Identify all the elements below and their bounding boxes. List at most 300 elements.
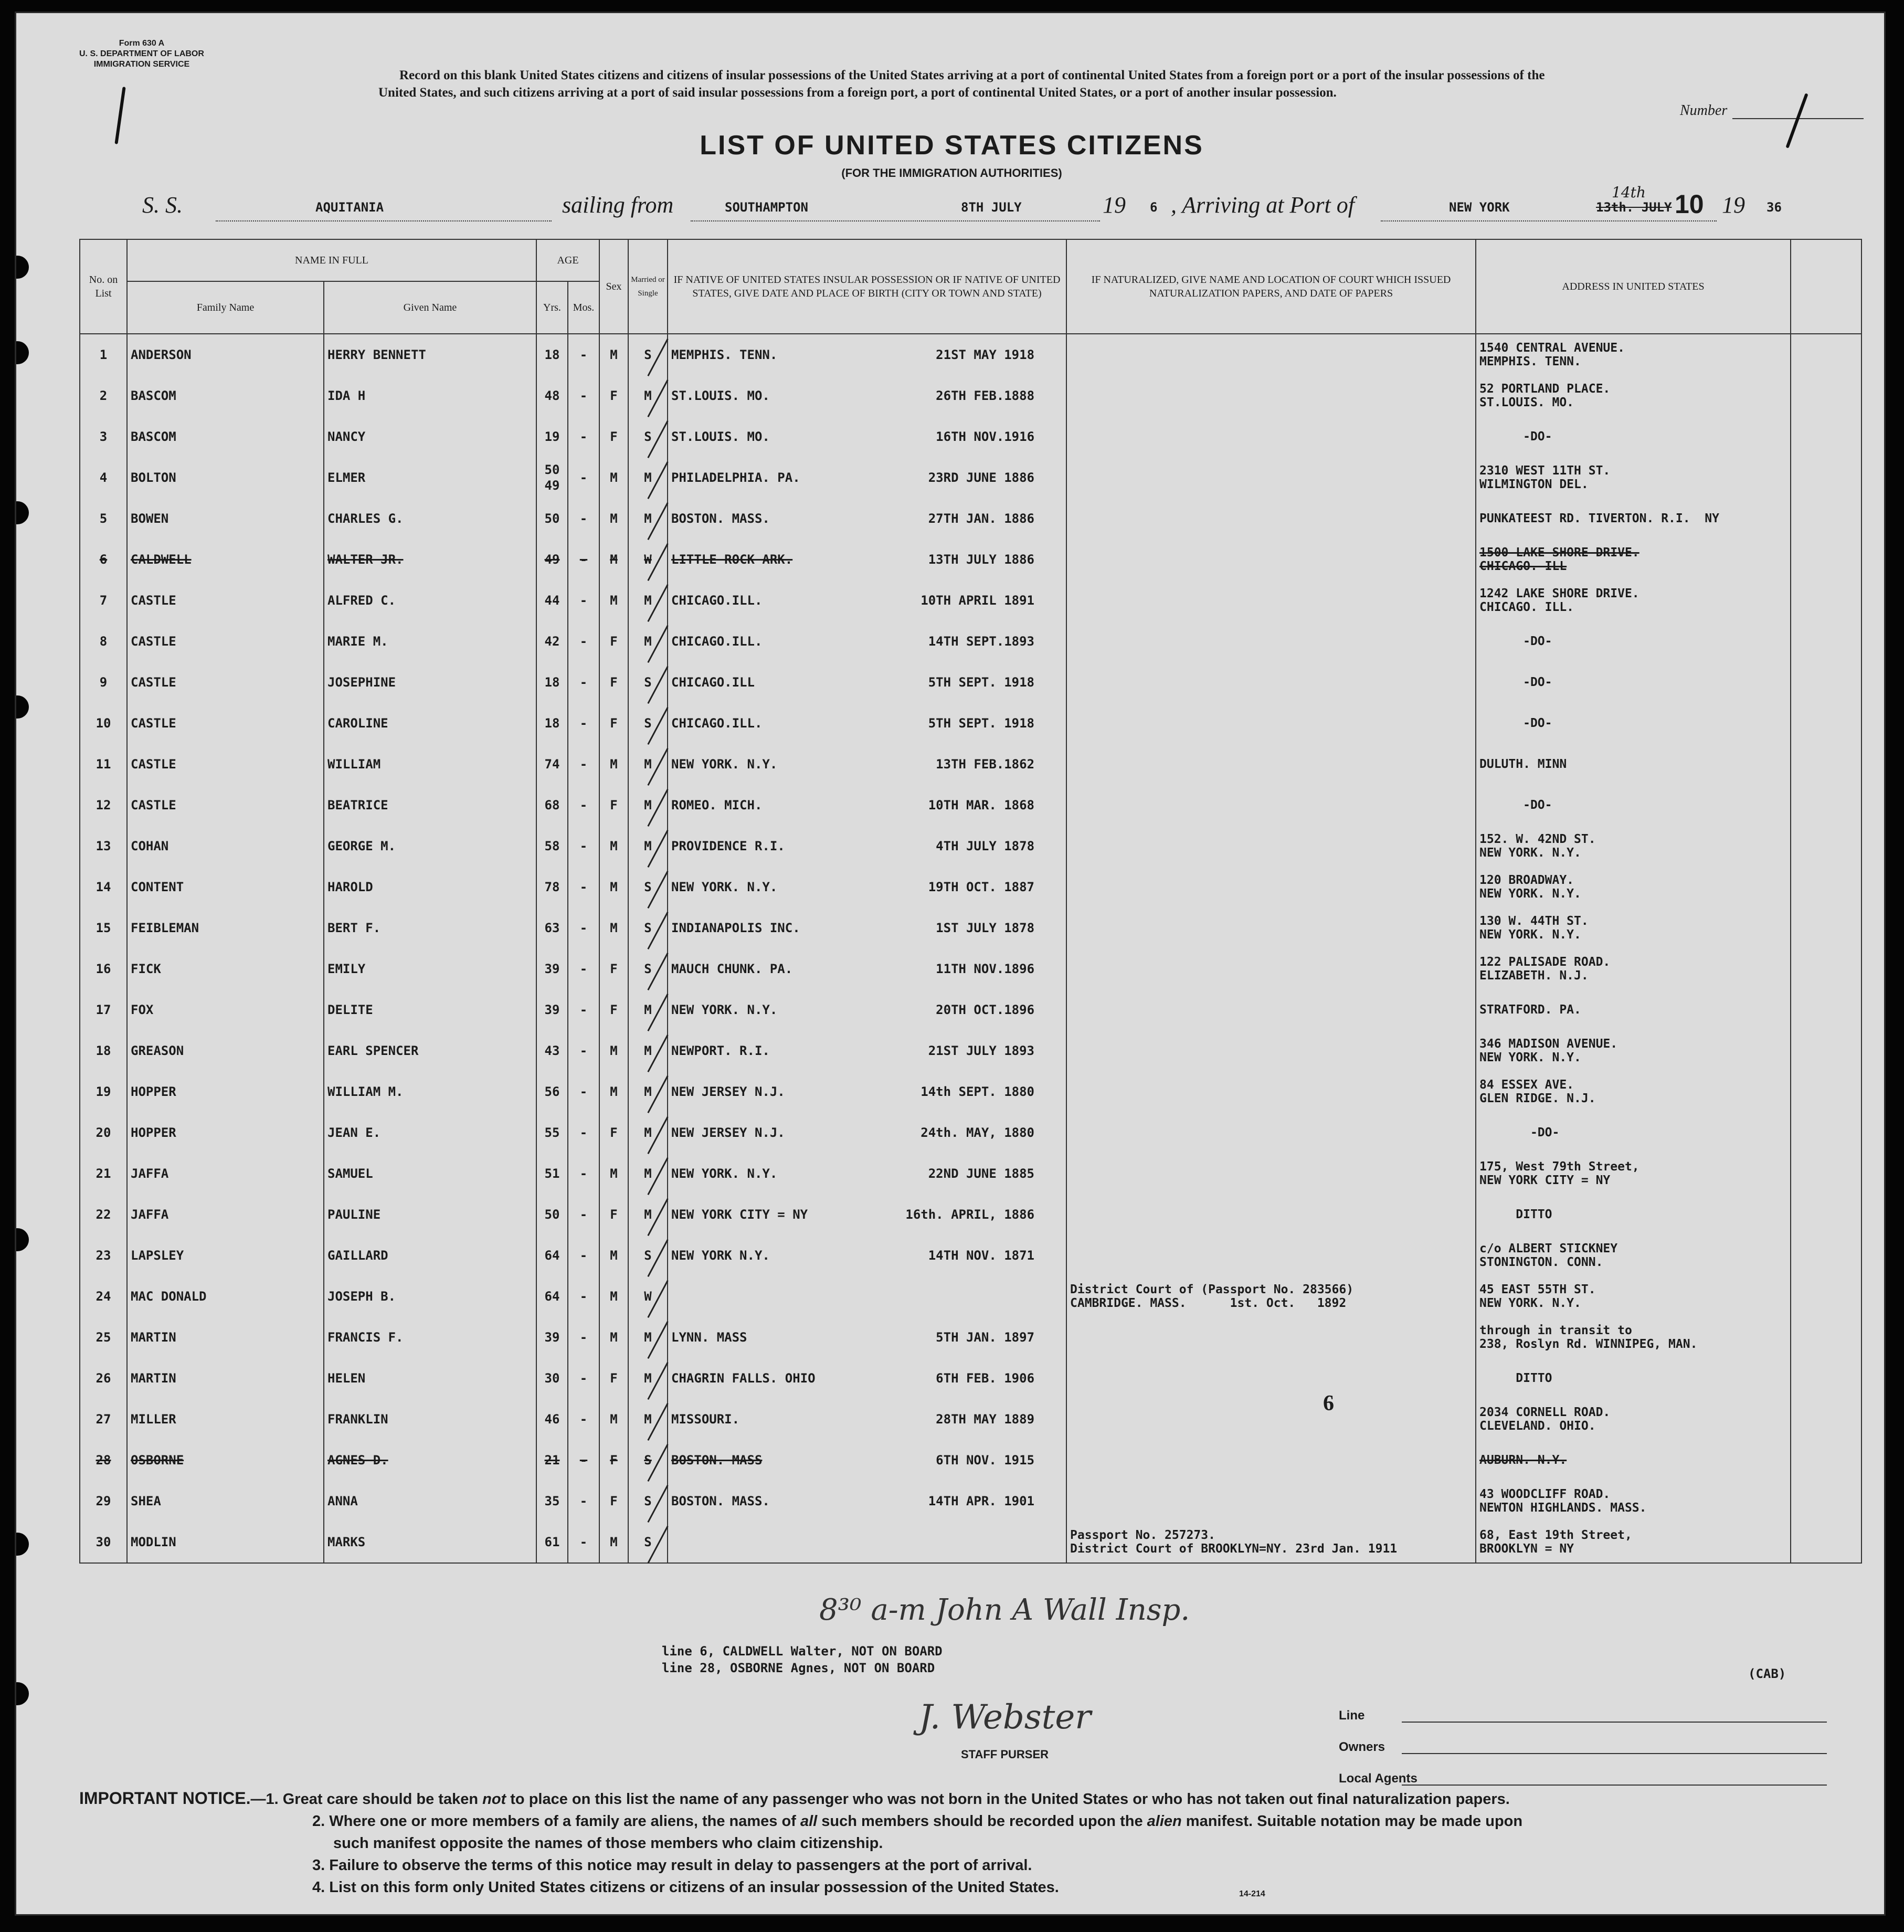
owners-field [1402, 1753, 1827, 1754]
blank-cell [1791, 1071, 1861, 1112]
sex: M [599, 1522, 628, 1563]
blank-cell [1791, 334, 1861, 375]
sex: F [599, 662, 628, 703]
address: PUNKATEEST RD. TIVERTON. R.I. NY [1476, 498, 1791, 539]
given-name: WILLIAM M. [324, 1071, 536, 1112]
birth-place: ROMEO. MICH. [671, 798, 763, 812]
birth-info [668, 1071, 1066, 1112]
age-months: - [568, 907, 599, 948]
header-name-in-full: NAME IN FULL [127, 239, 536, 281]
not-on-board-notes [662, 1643, 943, 1676]
birth-info [668, 744, 1066, 785]
given-name: IDA H [324, 375, 536, 416]
address: 130 W. 44TH ST. NEW YORK. N.Y. [1476, 907, 1791, 948]
birth-place: MEMPHIS. TENN. [671, 347, 778, 362]
given-name: SAMUEL [324, 1153, 536, 1194]
age-months: - [568, 826, 599, 867]
birth-info [668, 334, 1066, 375]
sex: M [599, 334, 628, 375]
given-name: EARL SPENCER [324, 1030, 536, 1071]
birth-info [668, 1194, 1066, 1235]
sex: M [599, 867, 628, 907]
notice-2-e: manifest. Suitable notation may be made upon [1181, 1813, 1523, 1830]
number-label: Number [1680, 102, 1728, 119]
birth-info [668, 1317, 1066, 1358]
arrival-underline [1381, 220, 1717, 221]
birth-date: 14th SEPT. 1880 [921, 1084, 1035, 1099]
row-number: 20 [80, 1112, 127, 1153]
sex: F [599, 703, 628, 744]
age-years: 46 [536, 1399, 568, 1440]
family-name: SHEA [127, 1481, 324, 1522]
birth-info [668, 1030, 1066, 1071]
form-identifier [79, 38, 204, 70]
row-number: 6 [80, 539, 127, 580]
sex: M [599, 1235, 628, 1276]
table-row [80, 1194, 1861, 1235]
naturalization-info [1066, 334, 1476, 375]
marital-status: M [628, 621, 668, 662]
naturalization-info [1066, 1358, 1476, 1399]
age-years: 58 [536, 826, 568, 867]
blank-cell [1791, 826, 1861, 867]
address: 346 MADISON AVENUE. NEW YORK. N.Y. [1476, 1030, 1791, 1071]
row-number: 30 [80, 1522, 127, 1563]
blank-cell [1791, 662, 1861, 703]
family-name: MAC DONALD [127, 1276, 324, 1317]
birth-info [668, 416, 1066, 457]
family-name: GREASON [127, 1030, 324, 1071]
address: -DO- [1476, 1112, 1791, 1153]
marital-status: S [628, 1481, 668, 1522]
address: 45 EAST 55TH ST. NEW YORK. N.Y. [1476, 1276, 1791, 1317]
birth-place: CHICAGO.ILL [671, 675, 755, 690]
header-married: Married or Single [628, 239, 668, 334]
sex: M [599, 1153, 628, 1194]
notice-2-f: such manifest opposite the names of those members who claim citizenship. [333, 1835, 883, 1852]
address: 43 WOODCLIFF ROAD. NEWTON HIGHLANDS. MASS. [1476, 1481, 1791, 1522]
birth-place: NEW JERSEY N.J. [671, 1084, 785, 1099]
family-name: JAFFA [127, 1194, 324, 1235]
age-months: - [568, 334, 599, 375]
stamp-number: 6 [1323, 1391, 1334, 1416]
blank-cell [1791, 1112, 1861, 1153]
birth-info [668, 662, 1066, 703]
row-number: 11 [80, 744, 127, 785]
row-number: 8 [80, 621, 127, 662]
sex: M [599, 1276, 628, 1317]
marital-status: M [628, 1317, 668, 1358]
given-name: EMILY [324, 948, 536, 989]
family-name: MILLER [127, 1399, 324, 1440]
address: 1540 CENTRAL AVENUE. MEMPHIS. TENN. [1476, 334, 1791, 375]
naturalization-info [1066, 1317, 1476, 1358]
given-name: PAULINE [324, 1194, 536, 1235]
family-name: MARTIN [127, 1358, 324, 1399]
birth-date: 6TH FEB. 1906 [936, 1371, 1035, 1386]
birth-info [668, 1522, 1066, 1563]
marital-status: M [628, 1358, 668, 1399]
manifest-sheet [15, 12, 1886, 1916]
age-months: - [568, 1522, 599, 1563]
table-row [80, 1481, 1861, 1522]
blank-cell [1791, 621, 1861, 662]
naturalization-info [1066, 1440, 1476, 1481]
blank-cell [1791, 989, 1861, 1030]
header-family-name: Family Name [127, 281, 324, 334]
cab-label: (CAB) [1748, 1666, 1786, 1681]
blank-cell [1791, 1522, 1861, 1563]
row-number: 23 [80, 1235, 127, 1276]
blank-cell [1791, 785, 1861, 826]
local-agents-field [1402, 1785, 1827, 1786]
blank-cell [1791, 867, 1861, 907]
table-row [80, 867, 1861, 907]
age-years: 50 49 [536, 457, 568, 498]
marital-status: M [628, 785, 668, 826]
family-name: BASCOM [127, 416, 324, 457]
birth-info [668, 989, 1066, 1030]
blank-cell [1791, 1235, 1861, 1276]
header-birth: IF NATIVE OF UNITED STATES INSULAR POSSESSION OR IF NATIVE OF UNITED STATES, GIVE DATE AND PLACE OF BIRTH (CITY OR TOWN AND STATE) [668, 239, 1066, 334]
family-name: CASTLE [127, 785, 324, 826]
age-years: 18 [536, 662, 568, 703]
age-years: 49 [536, 539, 568, 580]
table-row [80, 539, 1861, 580]
notice-1-c: to place on this list the name of any passenger who was not born in the United States or who has not taken out final naturalization papers. [506, 1791, 1510, 1808]
marital-status: S [628, 662, 668, 703]
arrival-year-suffix: 36 [1767, 200, 1782, 215]
address: 1500 LAKE SHORE DRIVE. CHICAGO. ILL [1476, 539, 1791, 580]
family-name: FEIBLEMAN [127, 907, 324, 948]
sex: M [599, 1399, 628, 1440]
row-number: 29 [80, 1481, 127, 1522]
age-years: 51 [536, 1153, 568, 1194]
table-row [80, 662, 1861, 703]
birth-place: NEW YORK. N.Y. [671, 1166, 778, 1181]
birth-place: INDIANAPOLIS INC. [671, 921, 800, 935]
age-years: 21 [536, 1440, 568, 1481]
row-number: 28 [80, 1440, 127, 1481]
birth-place: NEW JERSEY N.J. [671, 1125, 785, 1140]
family-name: CASTLE [127, 662, 324, 703]
age-years: 39 [536, 1317, 568, 1358]
blank-cell [1791, 457, 1861, 498]
naturalization-info [1066, 989, 1476, 1030]
table-row [80, 580, 1861, 621]
note-line-28: line 28, OSBORNE Agnes, NOT ON BOARD [662, 1661, 935, 1675]
address: 1242 LAKE SHORE DRIVE. CHICAGO. ILL. [1476, 580, 1791, 621]
marital-status: M [628, 1071, 668, 1112]
family-name: BOWEN [127, 498, 324, 539]
naturalization-info [1066, 907, 1476, 948]
given-name: BEATRICE [324, 785, 536, 826]
marital-status: W [628, 539, 668, 580]
punch-hole [15, 1533, 29, 1556]
age-months: - [568, 416, 599, 457]
given-name: AGNES D. [324, 1440, 536, 1481]
given-name: DELITE [324, 989, 536, 1030]
marital-status: M [628, 580, 668, 621]
naturalization-info: Passport No. 257273. District Court of BROOKLYN=NY. 23rd Jan. 1911 [1066, 1522, 1476, 1563]
sex: M [599, 1030, 628, 1071]
family-name: HOPPER [127, 1071, 324, 1112]
family-name: CONTENT [127, 867, 324, 907]
arriving-label: , Arriving at Port of [1171, 192, 1355, 218]
naturalization-info [1066, 498, 1476, 539]
punch-hole [15, 341, 29, 364]
age-months: - [568, 948, 599, 989]
birth-date: 16TH NOV.1916 [936, 429, 1035, 444]
header-mos: Mos. [568, 281, 599, 334]
birth-info [668, 1112, 1066, 1153]
address: 122 PALISADE ROAD. ELIZABETH. N.J. [1476, 948, 1791, 989]
marital-status: S [628, 867, 668, 907]
sailing-underline [691, 220, 1100, 221]
family-name: MARTIN [127, 1317, 324, 1358]
marital-status: S [628, 334, 668, 375]
age-months: - [568, 1317, 599, 1358]
birth-place: NEW YORK. N.Y. [671, 757, 778, 772]
marital-status: W [628, 1276, 668, 1317]
birth-place: PROVIDENCE R.I. [671, 839, 785, 853]
table-row [80, 1399, 1861, 1440]
given-name: GAILLARD [324, 1235, 536, 1276]
table-row [80, 1358, 1861, 1399]
marital-status: M [628, 375, 668, 416]
row-number: 26 [80, 1358, 127, 1399]
age-months: - [568, 1481, 599, 1522]
birth-date: 11TH NOV.1896 [936, 962, 1035, 976]
marital-status: M [628, 826, 668, 867]
blank-cell [1791, 1030, 1861, 1071]
address: DULUTH. MINN [1476, 744, 1791, 785]
birth-info [668, 539, 1066, 580]
blank-cell [1791, 1317, 1861, 1358]
row-number: 16 [80, 948, 127, 989]
manifest-rows [80, 334, 1861, 1563]
arrival-overwrite: 10 [1675, 189, 1704, 219]
given-name: WILLIAM [324, 744, 536, 785]
age-months: - [568, 1194, 599, 1235]
age-months: - [568, 621, 599, 662]
row-number: 21 [80, 1153, 127, 1194]
address: -DO- [1476, 703, 1791, 744]
sailing-label: sailing from [562, 192, 674, 218]
age-months: - [568, 498, 599, 539]
birth-info [668, 1481, 1066, 1522]
age-months: - [568, 662, 599, 703]
age-years: 56 [536, 1071, 568, 1112]
birth-place: NEWPORT. R.I. [671, 1043, 770, 1058]
blank-cell [1791, 1276, 1861, 1317]
marital-status: M [628, 989, 668, 1030]
given-name: CHARLES G. [324, 498, 536, 539]
ship-name: AQUITANIA [315, 200, 384, 215]
age-months: - [568, 539, 599, 580]
age-years: 18 [536, 334, 568, 375]
birth-date: 5TH SEPT. 1918 [928, 716, 1035, 731]
birth-info [668, 785, 1066, 826]
form-number: 14-214 [1239, 1889, 1265, 1898]
birth-info [668, 1399, 1066, 1440]
birth-place: LYNN. MASS [671, 1330, 747, 1345]
marital-status: M [628, 1112, 668, 1153]
age-months: - [568, 457, 599, 498]
row-number: 3 [80, 416, 127, 457]
birth-place: NEW YORK N.Y. [671, 1248, 770, 1263]
given-name: HAROLD [324, 867, 536, 907]
table-row [80, 1030, 1861, 1071]
birth-date: 13TH JULY 1886 [928, 552, 1035, 567]
birth-info [668, 907, 1066, 948]
age-months: - [568, 1399, 599, 1440]
marital-status: S [628, 416, 668, 457]
header-blank [1791, 239, 1861, 334]
row-number: 17 [80, 989, 127, 1030]
address: -DO- [1476, 785, 1791, 826]
birth-date: 14TH NOV. 1871 [928, 1248, 1035, 1263]
marital-status: S [628, 1440, 668, 1481]
age-years: 74 [536, 744, 568, 785]
birth-date: 5TH JAN. 1897 [936, 1330, 1035, 1345]
blank-cell [1791, 1194, 1861, 1235]
service-label: IMMIGRATION SERVICE [93, 60, 190, 69]
age-months: - [568, 785, 599, 826]
table-row [80, 744, 1861, 785]
address: -DO- [1476, 662, 1791, 703]
table-row [80, 1112, 1861, 1153]
naturalization-info [1066, 375, 1476, 416]
birth-date: 19TH OCT. 1887 [928, 880, 1035, 894]
row-number: 5 [80, 498, 127, 539]
age-years: 44 [536, 580, 568, 621]
birth-place: CHAGRIN FALLS. OHIO [671, 1371, 816, 1386]
notice-3: 3. Failure to observe the terms of this notice may result in delay to passengers at the port of arrival. [312, 1857, 1032, 1874]
address: through in transit to 238, Roslyn Rd. WINNIPEG, MAN. [1476, 1317, 1791, 1358]
family-name: CASTLE [127, 703, 324, 744]
sex: M [599, 498, 628, 539]
birth-date: 27TH JAN. 1886 [928, 511, 1035, 526]
family-name: HOPPER [127, 1112, 324, 1153]
naturalization-info [1066, 1235, 1476, 1276]
punch-hole [15, 1228, 29, 1251]
table-row [80, 989, 1861, 1030]
line-field [1402, 1722, 1827, 1723]
family-name: CALDWELL [127, 539, 324, 580]
notice-2-a: 2. Where one or more members of a family are aliens, the names of [312, 1813, 800, 1830]
header-naturalized: IF NATURALIZED, GIVE NAME AND LOCATION OF COURT WHICH ISSUED NATURALIZATION PAPERS, AND DATE OF PAPERS [1066, 239, 1476, 334]
birth-date: 6TH NOV. 1915 [936, 1453, 1035, 1468]
age-years: 50 [536, 1194, 568, 1235]
birth-place: CHICAGO.ILL. [671, 593, 763, 608]
table-row [80, 457, 1861, 498]
birth-place: ST.LOUIS. MO. [671, 388, 770, 403]
age-months: - [568, 1358, 599, 1399]
naturalization-info [1066, 1112, 1476, 1153]
naturalization-info [1066, 457, 1476, 498]
blank-cell [1791, 744, 1861, 785]
age-months: - [568, 1030, 599, 1071]
sex: M [599, 1071, 628, 1112]
naturalization-info [1066, 1153, 1476, 1194]
birth-place: MAUCH CHUNK. PA. [671, 962, 793, 976]
age-years: 63 [536, 907, 568, 948]
year-prefix: 19 [1103, 192, 1126, 218]
marital-status: S [628, 907, 668, 948]
birth-date: 4TH JULY 1878 [936, 839, 1035, 853]
table-row [80, 826, 1861, 867]
given-name: JEAN E. [324, 1112, 536, 1153]
sex: F [599, 375, 628, 416]
address: -DO- [1476, 621, 1791, 662]
blank-cell [1791, 580, 1861, 621]
address: 68, East 19th Street, BROOKLYN = NY [1476, 1522, 1791, 1563]
notice-2-b: all [800, 1813, 818, 1830]
table-row [80, 907, 1861, 948]
blank-cell [1791, 375, 1861, 416]
birth-place: PHILADELPHIA. PA. [671, 470, 800, 485]
blank-cell [1791, 539, 1861, 580]
address: 2034 CORNELL ROAD. CLEVELAND. OHIO. [1476, 1399, 1791, 1440]
sex: F [599, 785, 628, 826]
header-no: No. on List [80, 239, 127, 334]
sex: M [599, 580, 628, 621]
birth-info [668, 948, 1066, 989]
row-number: 24 [80, 1276, 127, 1317]
arrival-year-prefix: 19 [1722, 192, 1745, 218]
family-name: CASTLE [127, 744, 324, 785]
sex: M [599, 907, 628, 948]
birth-date: 10TH MAR. 1868 [928, 798, 1035, 812]
birth-place: NEW YORK. N.Y. [671, 880, 778, 894]
age-years: 68 [536, 785, 568, 826]
birth-info [668, 457, 1066, 498]
marital-status: M [628, 1399, 668, 1440]
age-years: 35 [536, 1481, 568, 1522]
family-name: OSBORNE [127, 1440, 324, 1481]
row-number: 2 [80, 375, 127, 416]
birth-date: 14TH SEPT.1893 [928, 634, 1035, 649]
birth-date: 21ST JULY 1893 [928, 1043, 1035, 1058]
given-name: ALFRED C. [324, 580, 536, 621]
important-notice [79, 1787, 1811, 1898]
sex: M [599, 826, 628, 867]
header-age: AGE [536, 239, 599, 281]
given-name: MARIE M. [324, 621, 536, 662]
row-number: 14 [80, 867, 127, 907]
family-name: FOX [127, 989, 324, 1030]
row-number: 7 [80, 580, 127, 621]
header-given-name: Given Name [324, 281, 536, 334]
naturalization-info [1066, 826, 1476, 867]
row-number: 1 [80, 334, 127, 375]
inspector-signature: 8³⁰ a-m John A Wall Insp. [819, 1593, 1190, 1627]
age-years: 39 [536, 989, 568, 1030]
year-suffix: 6 [1150, 200, 1158, 215]
given-name: GEORGE M. [324, 826, 536, 867]
naturalization-info [1066, 1030, 1476, 1071]
family-name: BASCOM [127, 375, 324, 416]
naturalization-info [1066, 1194, 1476, 1235]
marital-status: M [628, 1030, 668, 1071]
family-name: ANDERSON [127, 334, 324, 375]
table-row [80, 621, 1861, 662]
given-name: CAROLINE [324, 703, 536, 744]
sex: F [599, 948, 628, 989]
marital-status: S [628, 948, 668, 989]
header-sex: Sex [599, 239, 628, 334]
